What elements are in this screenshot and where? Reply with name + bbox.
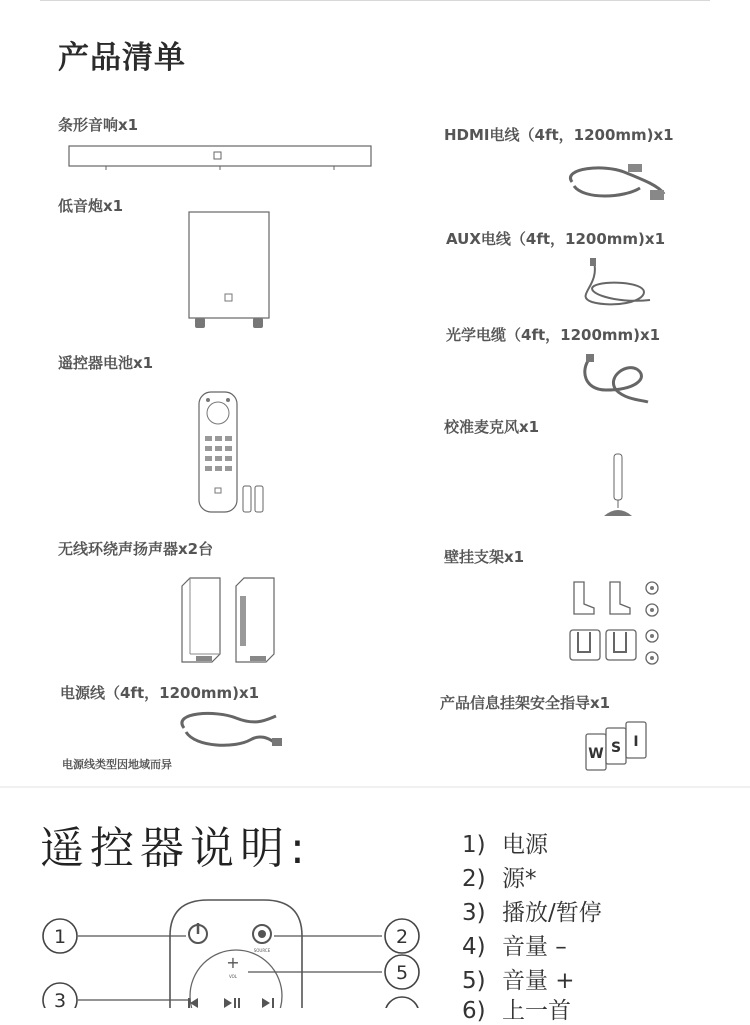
power-cord-illustration: [176, 708, 286, 754]
item-label-aux-cable: AUX电线（4ft，1200mm)x1: [446, 230, 666, 248]
remote-diagram: [36, 896, 426, 1008]
soundbar-illustration: [66, 143, 376, 173]
optical-cable-illustration: [576, 350, 656, 408]
item-label-optical-cable: 光学电缆（4ft，1200mm)x1: [446, 326, 661, 344]
callout-3: 3: [53, 990, 67, 1008]
power-cord-note: 电源线类型因地域而异: [62, 758, 172, 771]
doc-letter-i: I: [633, 734, 639, 750]
section-divider: [0, 786, 750, 788]
legend-item: 3) 播放/暂停: [462, 900, 602, 926]
callout-5: 5: [395, 962, 409, 984]
hdmi-cable-illustration: [564, 160, 674, 206]
callout-2: 2: [395, 926, 409, 948]
product-info-docs-illustration: [584, 720, 648, 776]
legend-item: 2) 源*: [462, 866, 537, 892]
legend-item: 4) 音量 –: [462, 934, 567, 960]
packing-list-title: 产品清单: [58, 40, 186, 76]
item-label-power-cord: 电源线（4ft，1200mm)x1: [60, 684, 260, 702]
wall-bracket-illustration: [566, 576, 666, 670]
item-label-remote-battery: 遥控器电池x1: [58, 354, 154, 372]
legend-item: 5) 音量 +: [462, 968, 575, 994]
item-label-calibration-mic: 校准麦克风x1: [444, 418, 540, 436]
aux-cable-illustration: [574, 256, 654, 312]
item-label-wall-bracket: 壁挂支架x1: [444, 548, 525, 566]
surround-speakers-illustration: [176, 572, 286, 666]
remote-battery-illustration: [195, 388, 275, 518]
source-label: SOURCE: [253, 948, 271, 953]
legend-item: 6) 上一首: [462, 998, 571, 1024]
top-divider: [40, 0, 710, 1]
vol-plus-icon: +: [226, 953, 240, 972]
remote-section-title: 遥控器说明:: [40, 823, 311, 874]
subwoofer-illustration: [185, 208, 275, 332]
item-label-subwoofer: 低音炮x1: [58, 197, 124, 215]
doc-letter-s: S: [610, 740, 622, 756]
vol-label: VOL: [228, 974, 238, 979]
item-label-soundbar: 条形音响x1: [58, 116, 139, 134]
doc-letter-w: W: [588, 746, 604, 762]
callout-1: 1: [53, 926, 67, 948]
legend-item: 1) 电源: [462, 832, 548, 858]
calibration-mic-illustration: [598, 450, 638, 520]
item-label-surround-speakers: 无线环绕声扬声器x2台: [58, 540, 214, 558]
item-label-hdmi-cable: HDMI电线（4ft，1200mm)x1: [444, 126, 674, 144]
item-label-product-info: 产品信息挂架安全指导x1: [440, 694, 611, 712]
